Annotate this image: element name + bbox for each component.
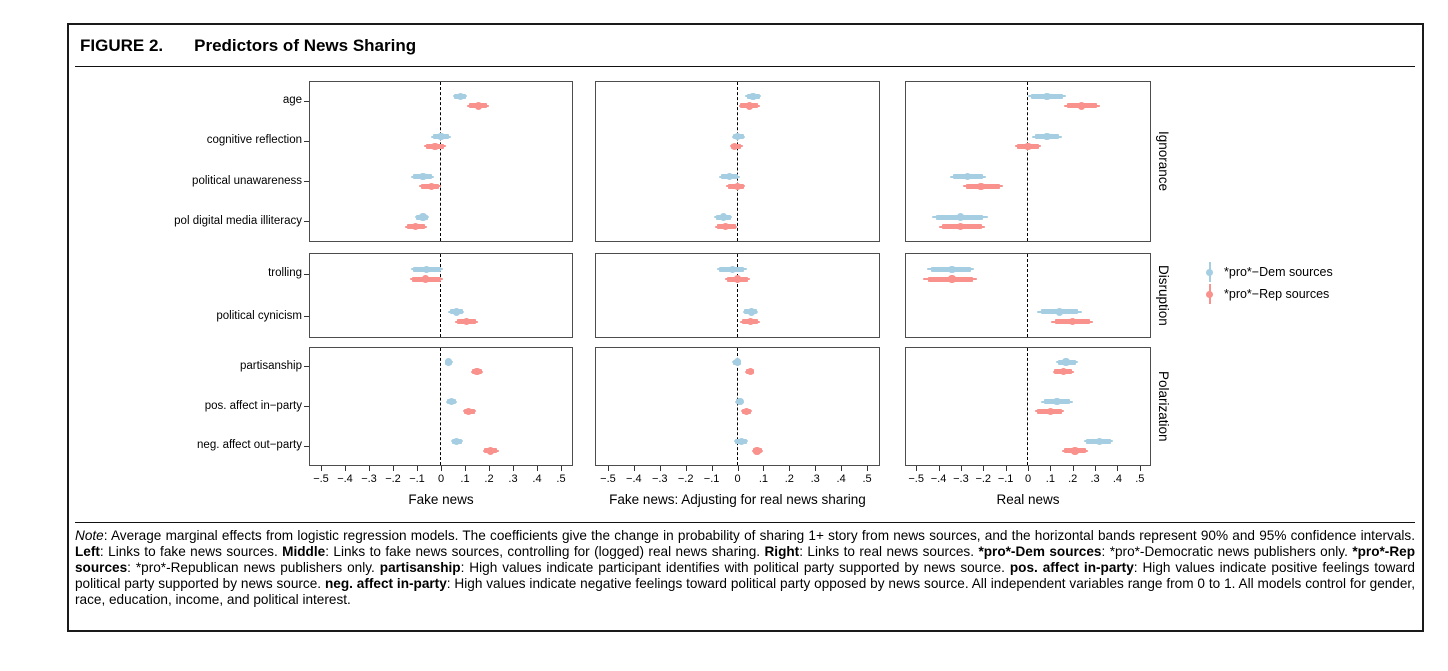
y-axis-label: cognitive reflection xyxy=(206,134,302,147)
x-tick-label: .4 xyxy=(836,473,846,485)
x-tick-label: .3 xyxy=(508,473,518,485)
point-estimate xyxy=(487,447,494,454)
x-tick-label: −.4 xyxy=(626,473,642,485)
note-segment: Left xyxy=(75,544,100,559)
x-tick-label: .1 xyxy=(460,473,470,485)
point-estimate xyxy=(465,408,472,415)
x-axis-tick xyxy=(561,466,562,471)
point-estimate xyxy=(753,447,760,454)
legend-pointrange-icon xyxy=(1205,262,1214,282)
point-estimate xyxy=(428,183,435,190)
figure-note xyxy=(75,528,1415,608)
x-axis-tick xyxy=(983,466,984,471)
y-axis-label: neg. affect out−party xyxy=(197,439,302,452)
figure-header xyxy=(80,36,416,56)
point-estimate xyxy=(729,266,736,273)
point-estimate xyxy=(977,183,984,190)
zero-line xyxy=(737,82,738,241)
y-axis-tick xyxy=(304,221,309,222)
x-tick-label: −.2 xyxy=(677,473,694,485)
point-estimate xyxy=(1078,102,1085,109)
point-estimate xyxy=(1071,447,1078,454)
figure-title: Predictors of News Sharing xyxy=(194,36,417,55)
x-axis-tick xyxy=(1140,466,1141,471)
point-estimate xyxy=(743,408,750,415)
note-segment: : Links to real news sources. xyxy=(799,544,979,559)
point-estimate xyxy=(431,143,438,150)
x-tick-label: −.1 xyxy=(703,473,720,485)
point-estimate xyxy=(1096,438,1103,445)
note-segment: neg. affect in-party xyxy=(324,576,447,591)
x-axis-tick xyxy=(867,466,868,471)
x-tick-label: .2 xyxy=(484,473,494,485)
x-tick-label: −.1 xyxy=(997,473,1014,485)
note-segment: : *pro*-Republican news publishers only. xyxy=(127,560,380,575)
x-axis-tick xyxy=(916,466,917,471)
point-estimate xyxy=(473,368,480,375)
x-axis-tick xyxy=(537,466,538,471)
x-axis-tick xyxy=(841,466,842,471)
x-axis-tick xyxy=(345,466,346,471)
point-estimate xyxy=(1053,398,1060,405)
y-axis-label: political cynicism xyxy=(216,309,302,322)
zero-line xyxy=(1027,348,1028,465)
x-tick-label: −.2 xyxy=(385,473,401,485)
x-axis-tick xyxy=(961,466,962,471)
x-axis-tick xyxy=(939,466,940,471)
y-axis-label: political unawareness xyxy=(192,174,302,187)
point-estimate xyxy=(720,213,727,220)
y-axis-label: pol digital media illiteracy xyxy=(174,214,302,227)
figure-label: FIGURE 2. xyxy=(80,36,164,55)
note-rule xyxy=(75,522,1415,523)
x-axis-tick xyxy=(1095,466,1096,471)
legend-item-rep xyxy=(1205,283,1370,305)
x-tick-label: 0 xyxy=(734,473,741,485)
x-tick-label: .5 xyxy=(1135,473,1145,485)
x-axis-title: Real news xyxy=(996,492,1060,507)
y-axis-label: pos. affect in−party xyxy=(204,399,302,412)
point-estimate xyxy=(948,275,955,282)
x-tick-label: −.5 xyxy=(908,473,924,485)
legend-item-dem xyxy=(1205,261,1370,283)
x-axis-tick xyxy=(1117,466,1118,471)
note-segment: partisanship xyxy=(379,560,461,575)
legend-label: *pro*−Rep sources xyxy=(1224,287,1330,301)
zero-line xyxy=(440,348,441,465)
x-tick-label: .1 xyxy=(758,473,768,485)
y-axis-tick xyxy=(304,274,309,275)
x-tick-label: −.3 xyxy=(361,473,377,485)
point-estimate xyxy=(738,438,745,445)
x-axis-tick xyxy=(712,466,713,471)
x-tick-label: .5 xyxy=(862,473,872,485)
x-axis-title: Fake news: Adjusting for real news sharing xyxy=(609,492,866,507)
x-axis-tick xyxy=(1028,466,1029,471)
x-tick-label: .2 xyxy=(784,473,794,485)
note-segment: : *pro*-Democratic news publishers only. xyxy=(1101,544,1353,559)
x-axis-tick xyxy=(815,466,816,471)
point-estimate xyxy=(748,308,755,315)
y-axis-tick xyxy=(304,446,309,447)
note-segment: : Links to fake news sources. xyxy=(99,544,283,559)
point-estimate xyxy=(453,308,460,315)
x-tick-label: .4 xyxy=(532,473,542,485)
point-estimate xyxy=(1024,143,1031,150)
x-axis-tick xyxy=(489,466,490,471)
zero-line xyxy=(440,82,441,241)
point-estimate xyxy=(419,213,426,220)
point-estimate xyxy=(1062,358,1069,365)
x-axis-tick xyxy=(660,466,661,471)
facet-label-polarization: Polarization xyxy=(1156,371,1171,442)
x-axis-tick xyxy=(1006,466,1007,471)
x-axis-tick xyxy=(465,466,466,471)
point-estimate xyxy=(1043,133,1050,140)
y-axis-tick xyxy=(304,366,309,367)
x-tick-label: .4 xyxy=(1112,473,1123,485)
point-estimate xyxy=(749,93,756,100)
x-axis-tick xyxy=(634,466,635,471)
y-axis-tick xyxy=(304,316,309,317)
x-tick-label: −.3 xyxy=(953,473,969,485)
x-axis-tick xyxy=(417,466,418,471)
zero-line xyxy=(1027,82,1028,241)
x-tick-label: −.4 xyxy=(337,473,353,485)
x-tick-label: −.3 xyxy=(651,473,668,485)
point-estimate xyxy=(475,102,482,109)
point-estimate xyxy=(1043,93,1050,100)
point-estimate xyxy=(1056,308,1063,315)
point-estimate xyxy=(1047,408,1054,415)
x-tick-label: −.4 xyxy=(930,473,947,485)
x-tick-label: 0 xyxy=(1024,473,1032,485)
facet-label-disruption: Disruption xyxy=(1156,265,1171,326)
x-axis-tick xyxy=(686,466,687,471)
x-tick-label: .3 xyxy=(1090,473,1100,485)
point-estimate xyxy=(734,358,741,365)
note-segment: Note xyxy=(75,528,104,543)
note-segment: Right xyxy=(764,544,800,559)
x-tick-label: .2 xyxy=(1068,473,1078,485)
x-axis-title: Fake news xyxy=(408,492,474,507)
y-axis-label: trolling xyxy=(268,267,302,280)
point-estimate xyxy=(463,318,470,325)
note-segment: : High values indicate positive feelings toward political party supported by news source. xyxy=(75,560,1415,591)
point-estimate xyxy=(422,275,429,282)
point-estimate xyxy=(734,183,741,190)
x-axis-tick xyxy=(608,466,609,471)
y-axis-tick xyxy=(304,181,309,182)
y-axis-label: partisanship xyxy=(239,359,302,372)
note-segment: : Average marginal effects from logistic regression models. The coefficients give the change in probability of sharing 1+ story from news sources, and the horizontal bands represent 90% and 95% confidence intervals. xyxy=(103,528,1415,543)
legend-pointrange-icon xyxy=(1205,284,1214,304)
point-estimate xyxy=(437,133,444,140)
legend-label: *pro*−Dem sources xyxy=(1224,265,1333,279)
x-axis-tick xyxy=(789,466,790,471)
x-axis-tick xyxy=(738,466,739,471)
x-tick-label: −.1 xyxy=(409,473,425,485)
x-axis-tick xyxy=(763,466,764,471)
x-tick-label: .1 xyxy=(1045,473,1055,485)
x-axis-tick xyxy=(321,466,322,471)
x-tick-label: .3 xyxy=(810,473,820,485)
note-segment: : High values indicate negative feelings toward political party opposed by news source. All independent variables range from 0 to 1. All models control for gender, race, education, income, and political interest. xyxy=(75,576,1415,607)
x-axis-tick xyxy=(369,466,370,471)
point-estimate xyxy=(948,266,955,273)
zero-line xyxy=(1027,254,1028,337)
point-estimate xyxy=(445,358,452,365)
x-tick-label: −.5 xyxy=(313,473,329,485)
note-segment: : Links to fake news sources, controlling for (logged) real news sharing. xyxy=(325,544,765,559)
point-estimate xyxy=(419,173,426,180)
x-axis-tick xyxy=(1073,466,1074,471)
note-segment: : High values indicate participant identifies with political party supported by news source. xyxy=(460,560,1010,575)
note-segment: Middle xyxy=(282,544,326,559)
y-axis-tick xyxy=(304,141,309,142)
x-axis-tick xyxy=(393,466,394,471)
x-axis-tick xyxy=(1050,466,1051,471)
point-estimate xyxy=(746,102,753,109)
facet-label-ignorance: Ignorance xyxy=(1156,131,1171,192)
y-axis-tick xyxy=(304,101,309,102)
y-axis-label: age xyxy=(282,94,302,107)
note-segment: pos. affect in-party xyxy=(1009,560,1134,575)
point-estimate xyxy=(734,275,741,282)
note-segment: *pro*-Dem sources xyxy=(978,544,1102,559)
x-axis-tick xyxy=(441,466,442,471)
point-estimate xyxy=(457,93,464,100)
x-tick-label: .5 xyxy=(556,473,566,485)
x-tick-label: −.2 xyxy=(975,473,992,485)
note-segment: *pro*-Rep sources xyxy=(75,544,1415,575)
title-rule xyxy=(75,66,1415,67)
y-axis-tick xyxy=(304,406,309,407)
point-estimate xyxy=(736,398,743,405)
x-tick-label: 0 xyxy=(437,473,445,485)
x-tick-label: −.5 xyxy=(600,473,616,485)
x-axis-tick xyxy=(513,466,514,471)
